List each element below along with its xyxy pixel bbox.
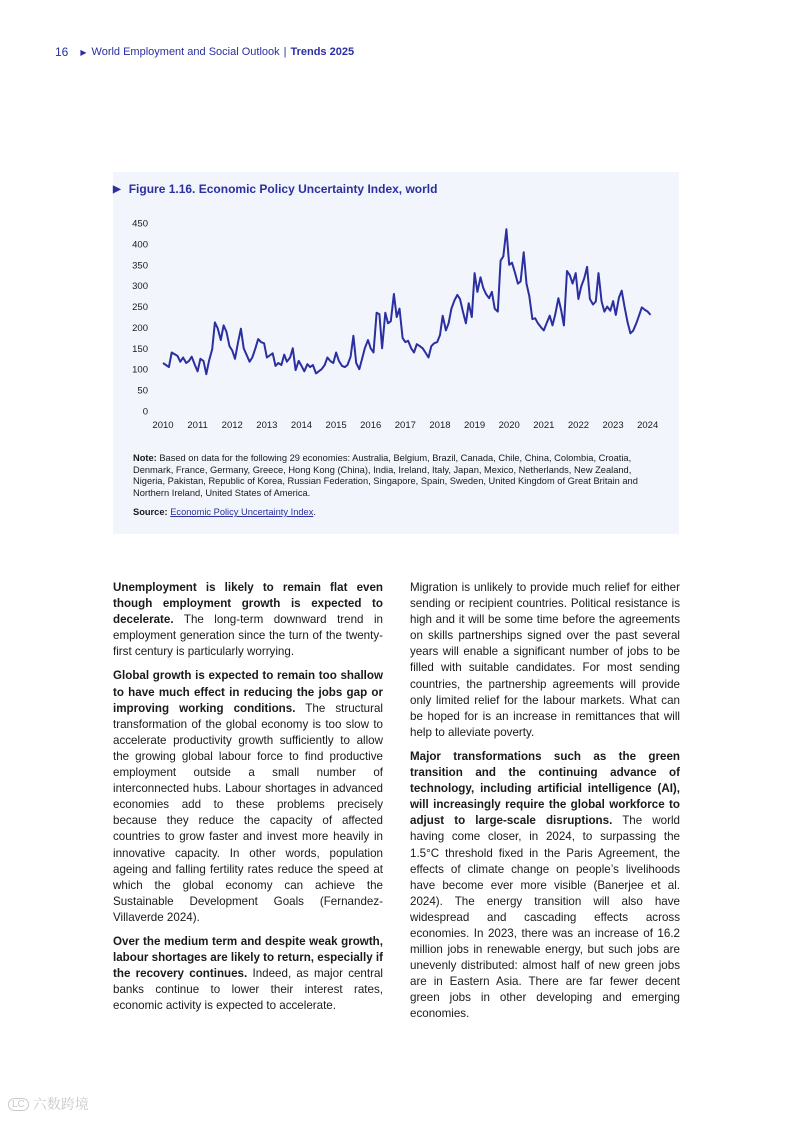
x-tick-label: 2015 bbox=[325, 420, 347, 431]
note-text: Based on data for the following 29 economies: Australia, Belgium, Brazil, Canada, Chile, China, Colombia, Croatia, Denmark, France, Germany, Greece, Hong Kong (China), India, Ireland, Italy, Japan, Mexico, Netherlands, New Zealand, Nigeria, Pakistan, Republic of Korea, Russian Federation, Singapore, Spain, Sweden, United Kingdom of Great Britain and Northern Ireland, United States of America. bbox=[133, 453, 638, 498]
y-tick-label: 150 bbox=[132, 343, 148, 355]
watermark bbox=[8, 1094, 89, 1114]
x-tick-label: 2021 bbox=[533, 420, 555, 431]
y-tick-label: 450 bbox=[132, 218, 148, 230]
x-tick-label: 2012 bbox=[221, 420, 243, 431]
line-chart bbox=[113, 202, 679, 442]
y-tick-label: 350 bbox=[132, 260, 148, 272]
running-header bbox=[55, 45, 354, 59]
y-tick-label: 300 bbox=[132, 281, 148, 293]
source-link[interactable]: Economic Policy Uncertainty Index bbox=[170, 507, 314, 517]
x-tick-label: 2020 bbox=[498, 420, 520, 431]
paragraph bbox=[113, 580, 383, 660]
triangle-icon: ▶ bbox=[113, 183, 121, 195]
triangle-icon: ▶ bbox=[80, 47, 87, 57]
x-tick-label: 2011 bbox=[187, 420, 208, 431]
x-tick-label: 2024 bbox=[637, 420, 659, 431]
figure-title bbox=[113, 182, 437, 196]
x-tick-label: 2023 bbox=[602, 420, 624, 431]
note-label: Note: bbox=[133, 453, 157, 463]
publication-title: World Employment and Social Outlook bbox=[91, 46, 280, 58]
figure-note bbox=[133, 453, 663, 499]
x-tick-label: 2019 bbox=[464, 420, 486, 431]
paragraph bbox=[410, 749, 680, 1023]
watermark-logo: LC bbox=[8, 1098, 29, 1111]
paragraph-lead: Unemployment is likely to remain flat even though employment growth is expected to decelerate. bbox=[113, 581, 383, 627]
paragraph-lead: Major transformations such as the green transition and the continuing advance of technology, including artificial intelligence (AI), will increasingly require the global workforce to adjust to large-scale disruptions. bbox=[410, 749, 680, 828]
x-tick-label: 2017 bbox=[394, 420, 416, 431]
y-tick-label: 250 bbox=[132, 302, 148, 314]
source-end: . bbox=[313, 507, 316, 517]
x-tick-label: 2018 bbox=[429, 420, 451, 431]
y-tick-label: 50 bbox=[137, 385, 148, 397]
body-column-left bbox=[113, 580, 383, 1022]
y-tick-label: 400 bbox=[132, 239, 148, 251]
body-column-right bbox=[410, 580, 680, 1031]
paragraph-lead: Over the medium term and despite weak growth, labour shortages are likely to return, especially if the recovery continues. bbox=[113, 934, 383, 981]
paragraph-lead: Global growth is expected to remain too shallow to have much effect in reducing the jobs gap or improving working conditions. bbox=[113, 669, 383, 715]
x-tick-label: 2016 bbox=[360, 420, 382, 431]
page-number: 16 bbox=[55, 45, 69, 59]
paragraph-text: Migration is unlikely to provide much relief for either sending or recipient countries. Political resistance is high and it will be some time before the agreements on skills partnerships signed over the past several years will enable a significant number of jobs to be filled with suitable candidates. For most sending countries, the partnership agreements will provide only limited relief for the labour markets. What can be hoped for is an increase in remittances that will help to alleviate poverty. bbox=[410, 581, 680, 739]
x-tick-label: 2013 bbox=[256, 420, 278, 431]
y-tick-label: 100 bbox=[132, 364, 148, 376]
watermark-text: 六数跨境 bbox=[32, 1096, 89, 1112]
y-tick-label: 200 bbox=[132, 322, 148, 334]
x-tick-label: 2010 bbox=[152, 420, 174, 431]
figure-panel bbox=[113, 172, 679, 534]
paragraph-text: Indeed, as major central banks continue to lower their interest rates, economic activity is expected to accelerate. bbox=[113, 967, 383, 1013]
x-tick-label: 2014 bbox=[290, 420, 313, 431]
header-separator: | bbox=[283, 46, 287, 58]
figure-source bbox=[133, 507, 316, 517]
figure-title-text: Figure 1.16. Economic Policy Uncertainty Index, world bbox=[128, 182, 438, 196]
paragraph-text: The world having come closer, in 2024, to surpassing the 1.5°C threshold fixed in the Paris Agreement, the effects of climate change on people’s livelihoods have become ever more visible (Banerjee et al. 2024). The energy transition will also have widespread and cascading effects across economies. In 2023, there was an increase of 16.2 million jobs in renewable energy, but such jobs are unevenly distributed: almost half of new green jobs are in Eastern Asia. There are far fewer decent green jobs in other developing and emerging economies. bbox=[410, 814, 680, 1021]
paragraph bbox=[410, 580, 680, 741]
paragraph bbox=[113, 934, 383, 1014]
x-tick-label: 2022 bbox=[567, 420, 590, 431]
paragraph bbox=[113, 668, 383, 926]
y-tick-label: 0 bbox=[142, 406, 148, 418]
paragraph-text: The long-term downward trend in employment generation since the turn of the twenty-first century is particularly worrying. bbox=[113, 613, 383, 659]
paragraph-text: The structural transformation of the global economy is too slow to accelerate productivity growth sufficiently to allow the growing global labour force to find productive employment outside a small number of interconnected hubs. Labour shortages in advanced economies add to these problems precisely because they reduce the capacity of affected countries to grow faster and invest more heavily in innovative capacity. In other words, population ageing and falling fertility rates reduce the speed at which the global economy can achieve the Sustainable Development Goals (Fernandez-Villaverde 2024). bbox=[113, 701, 383, 924]
series-line bbox=[163, 229, 651, 374]
source-label: Source: bbox=[133, 507, 168, 517]
edition-title: Trends 2025 bbox=[290, 46, 355, 58]
